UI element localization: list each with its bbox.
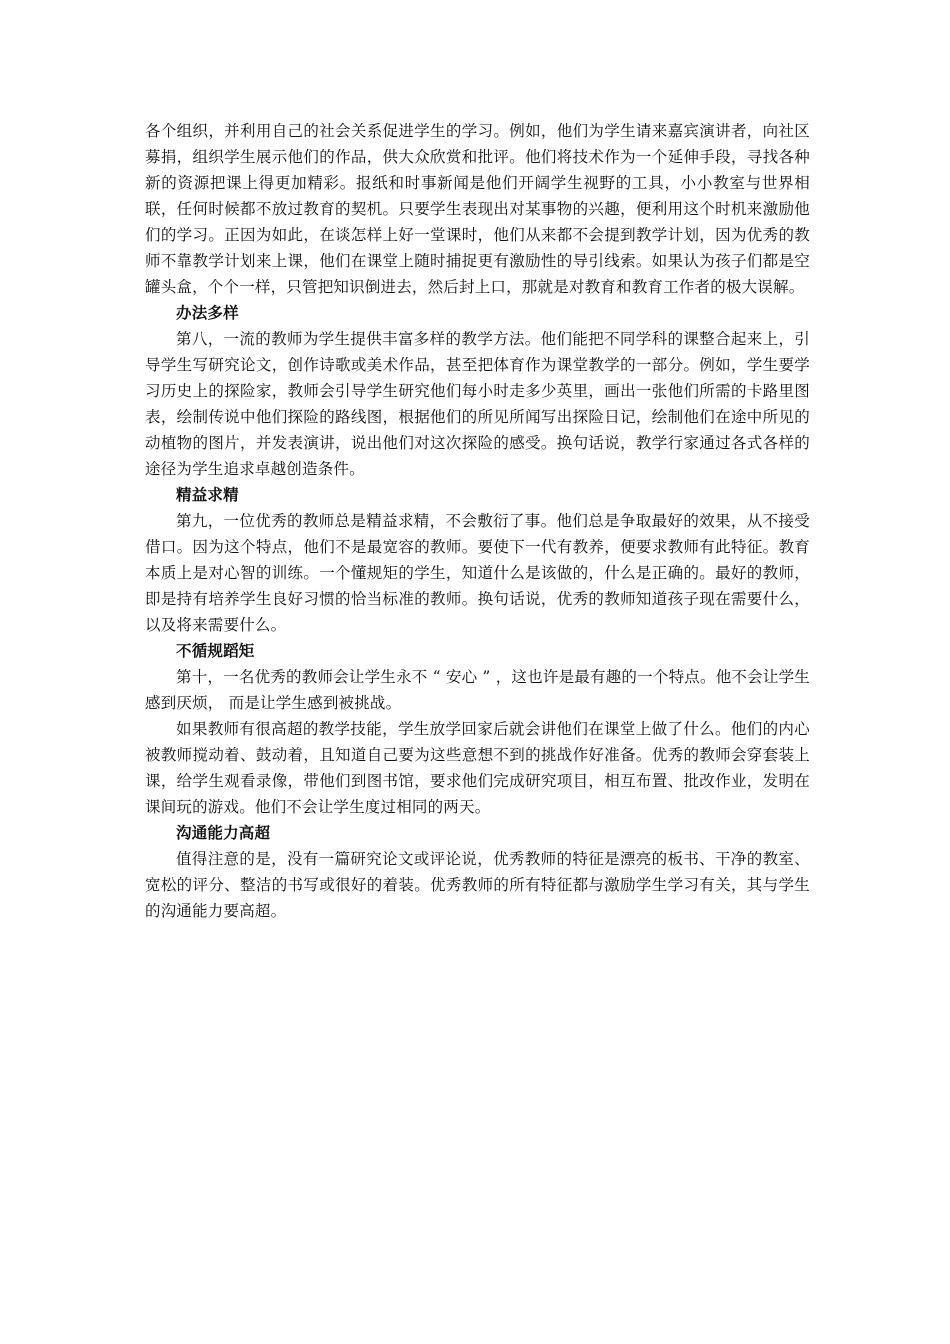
heading-varied-methods: 办法多样 <box>176 304 239 322</box>
paragraph-excellence: 第九，一位优秀的教师总是精益求精，不会敷衍了事。他们总是争取最好的效果，从不接受借口。因为这个特点，他们不是最宽容的教师。要使下一代有教养，便要求教师有此特征。教育本质上是对心智的训练。一个懂规矩的学生，知道什么是该做的，什么是正确的。最好的教师，即是持有培养学生良好习惯的恰当标准的教师。换句话说，优秀的教师知道孩子现在需要什么，以及将来需要什么。 <box>145 512 810 634</box>
paragraph-communication: 值得注意的是，没有一篇研究论文或评论说，优秀教师的特征是漂亮的板书、干净的教室、宽松的评分、整洁的书写或很好的着装。优秀教师的所有特征都与激励学生学习有关，其与学生的沟通能力要高超。 <box>145 850 810 920</box>
heading-excellence: 精益求精 <box>176 486 239 504</box>
heading-unconventional: 不循规蹈矩 <box>176 642 255 660</box>
paragraph-intro: 各个组织，并利用自己的社会关系促进学生的学习。例如，他们为学生请来嘉宾演讲者，向社区募捐，组织学生展示他们的作品，供大众欣赏和批评。他们将技术作为一个延伸手段，寻找各种新的资源把课上得更加精彩。报纸和时事新闻是他们开阔学生视野的工具，小小教室与世界相联，任何时候都不放过教育的契机。只要学生表现出对某事物的兴趣，便利用这个时机来激励他们的学习。正因为如此，在谈怎样上好一堂课时，他们从来都不会提到教学计划，因为优秀的教师不靠教学计划来上课，他们在课堂上随时捕捉更有激励性的导引线索。如果认为孩子们都是空罐头盒，个个一样，只管把知识倒进去，然后封上口，那就是对教育和教育工作者的极大误解。 <box>145 122 810 296</box>
document-body <box>145 118 810 924</box>
paragraph-unconventional-2: 如果教师有很高超的教学技能，学生放学回家后就会讲他们在课堂上做了什么。他们的内心被教师搅动着、鼓动着，且知道自己要为这些意想不到的挑战作好准备。优秀的教师会穿套装上课，给学生观看录像，带他们到图书馆，要求他们完成研究项目，相互布置、批改作业，发明在课间玩的游戏。他们不会让学生度过相同的两天。 <box>145 720 810 816</box>
paragraph-varied-methods: 第八，一流的教师为学生提供丰富多样的教学方法。他们能把不同学科的课整合起来上，引导学生写研究论文，创作诗歌或美术作品，甚至把体育作为课堂教学的一部分。例如，学生要学习历史上的探险家，教师会引导学生研究他们每小时走多少英里，画出一张他们所需的卡路里图表，绘制传说中他们探险的路线图，根据他们的所见所闻写出探险日记，绘制他们在途中所见的动植物的图片，并发表演讲，说出他们对这次探险的感受。换句话说，教学行家通过各式各样的途径为学生追求卓越创造条件。 <box>145 330 810 478</box>
paragraph-unconventional-1: 第十，一名优秀的教师会让学生永不 “ 安心 ” ，这也许是最有趣的一个特点。他不会让学生感到厌烦， 而是让学生感到被挑战。 <box>145 668 810 712</box>
heading-communication: 沟通能力高超 <box>176 824 271 842</box>
